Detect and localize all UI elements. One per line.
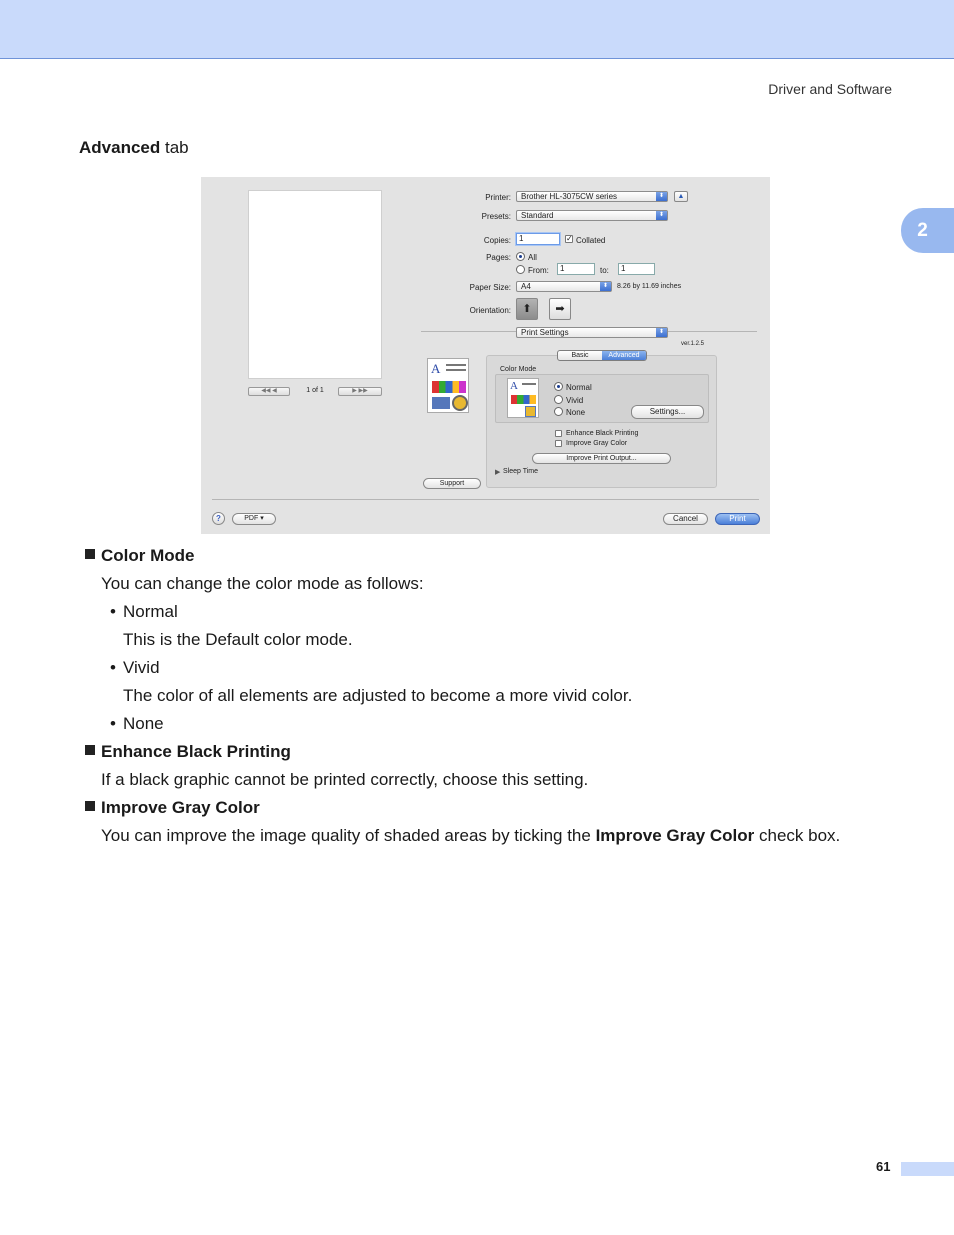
page-number: 61 <box>876 1159 891 1174</box>
bullet-square-icon <box>85 549 95 559</box>
none-item: None <box>123 714 164 733</box>
collated-label: Collated <box>576 236 606 245</box>
pages-from-radio[interactable] <box>516 265 525 274</box>
letter-a-icon: A <box>431 361 441 376</box>
chart-bars-icon <box>511 395 536 404</box>
popup-arrows-icon: ⬍ <box>656 211 667 220</box>
section-heading-bold: Advanced <box>79 138 161 157</box>
support-button[interactable]: Support <box>423 478 481 489</box>
preview-page <box>248 190 382 379</box>
print-button[interactable]: Print <box>715 513 760 525</box>
paper-size-value: A4 <box>521 282 531 291</box>
improve-gray-label: Improve Gray Color <box>566 440 628 447</box>
section-heading <box>79 138 189 158</box>
presets-popup[interactable] <box>516 210 668 221</box>
color-normal-radio[interactable] <box>554 382 563 391</box>
gray-desc <box>101 826 840 846</box>
preview-next-button[interactable]: ▶ ▶▶ <box>338 387 382 396</box>
color-vivid-radio[interactable] <box>554 395 563 404</box>
text-line-icon <box>446 369 466 371</box>
landscape-orientation-icon[interactable]: ➡ <box>549 298 571 320</box>
bullet-dot: • <box>110 602 116 621</box>
paper-size-note: 8.26 by 11.69 inches <box>617 283 682 290</box>
print-dialog-screenshot <box>201 177 770 534</box>
normal-item: Normal <box>123 602 178 621</box>
pages-all-label: All <box>528 253 537 262</box>
bullet-square-icon <box>85 801 95 811</box>
pages-label: Pages: <box>486 253 511 262</box>
popup-arrows-icon: ⬍ <box>656 192 667 201</box>
driver-version: ver.1.2.5 <box>681 341 705 347</box>
enhance-black-checkbox[interactable] <box>555 430 562 437</box>
cancel-button[interactable]: Cancel <box>663 513 708 525</box>
popup-arrows-icon: ⬍ <box>656 328 667 337</box>
gray-desc-pre: You can improve the image quality of shaded areas by ticking the <box>101 826 596 845</box>
enhance-heading: Enhance Black Printing <box>101 742 291 761</box>
text-line-icon <box>522 383 536 385</box>
color-normal-label: Normal <box>566 383 592 392</box>
sleep-time-label: Sleep Time <box>503 468 539 475</box>
copies-field[interactable]: 1 <box>516 233 560 245</box>
normal-desc: This is the Default color mode. <box>123 630 353 649</box>
pages-from-field[interactable]: 1 <box>557 263 595 275</box>
chart-bars-icon <box>432 381 466 393</box>
panel-popup-value: Print Settings <box>521 328 569 337</box>
color-mode-sample-icon <box>507 378 539 418</box>
bullet-dot: • <box>110 714 116 733</box>
running-title: Driver and Software <box>768 81 892 97</box>
paper-size-label: Paper Size: <box>469 283 511 292</box>
text-line-icon <box>446 364 466 366</box>
panel-popup[interactable] <box>516 327 668 338</box>
color-vivid-label: Vivid <box>566 396 584 405</box>
color-mode-intro: You can change the color mode as follows: <box>101 574 424 593</box>
letter-a-icon: A <box>510 380 518 392</box>
improve-output-button[interactable]: Improve Print Output... <box>532 453 671 464</box>
color-none-radio[interactable] <box>554 407 563 416</box>
header-band <box>0 0 954 59</box>
bullet-square-icon <box>85 745 95 755</box>
printer-popup[interactable] <box>516 191 668 202</box>
document-preview-icon <box>427 358 469 413</box>
tab-bar <box>557 350 647 361</box>
presets-value: Standard <box>521 211 554 220</box>
picture-icon <box>525 406 536 417</box>
pages-to-label: to: <box>600 266 609 275</box>
bullet-dot: • <box>110 658 116 677</box>
settings-button[interactable]: Settings... <box>631 405 704 419</box>
disclosure-triangle-icon[interactable]: ▶ <box>495 469 501 476</box>
vivid-item: Vivid <box>123 658 160 677</box>
footer-bar <box>901 1162 954 1176</box>
paper-size-popup[interactable] <box>516 281 612 292</box>
section-heading-rest: tab <box>160 138 189 157</box>
gray-heading: Improve Gray Color <box>101 798 260 817</box>
picture-icon <box>432 397 450 409</box>
printer-value: Brother HL-3075CW series <box>521 192 618 201</box>
portrait-orientation-icon[interactable]: ⬆ <box>516 298 538 320</box>
preview-page-counter: 1 of 1 <box>306 387 324 394</box>
pages-to-field[interactable]: 1 <box>618 263 655 275</box>
orientation-label: Orientation: <box>469 306 511 315</box>
preview-prev-button[interactable]: ◀◀ ◀ <box>248 387 290 396</box>
color-none-label: None <box>566 408 586 417</box>
popup-arrows-icon: ⬍ <box>600 282 611 291</box>
gray-desc-bold: Improve Gray Color <box>595 826 755 845</box>
vivid-desc: The color of all elements are adjusted to become a more vivid color. <box>123 686 633 705</box>
enhance-desc: If a black graphic cannot be printed correctly, choose this setting. <box>101 770 589 789</box>
collapse-icon[interactable]: ▲ <box>674 191 688 202</box>
tab-basic[interactable]: Basic <box>571 352 589 359</box>
bottom-separator <box>212 499 759 500</box>
enhance-black-label: Enhance Black Printing <box>566 430 639 437</box>
copies-label: Copies: <box>483 236 511 245</box>
improve-gray-checkbox[interactable] <box>555 440 562 447</box>
collated-checkbox[interactable]: ✓ <box>566 234 573 243</box>
help-icon[interactable]: ? <box>212 512 225 525</box>
color-mode-group-label: Color Mode <box>500 366 537 373</box>
gray-desc-post: check box. <box>754 826 841 845</box>
magnifier-icon <box>452 395 468 411</box>
pdf-button[interactable]: PDF ▾ <box>232 513 276 525</box>
color-mode-heading: Color Mode <box>101 546 195 565</box>
tab-advanced[interactable]: Advanced <box>602 351 646 360</box>
pages-all-radio[interactable] <box>516 252 525 261</box>
chapter-tab[interactable]: 2 <box>901 208 954 253</box>
presets-label: Presets: <box>481 212 511 221</box>
printer-label: Printer: <box>485 193 511 202</box>
pages-from-label: From: <box>528 266 549 275</box>
